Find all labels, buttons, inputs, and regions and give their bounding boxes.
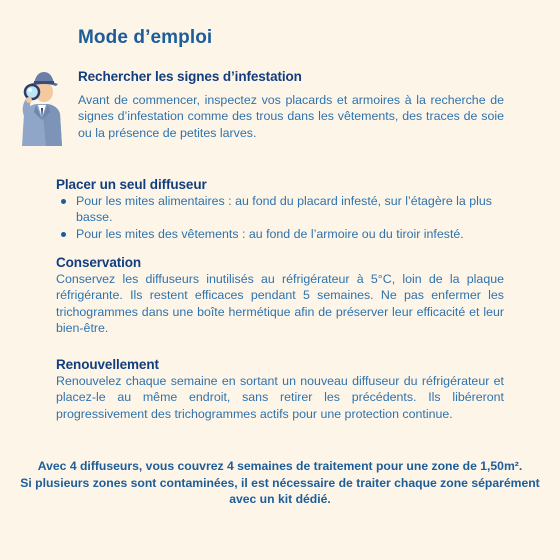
diffuseur-bullet-list xyxy=(56,193,526,242)
footer-note xyxy=(20,458,540,508)
section-text-renouvellement: Renouvelez chaque semaine en sortant un nouveau diffuseur du réfrigérateur et placez-le au même endroit, sans retirer les précédents. Ils libéreront progressivement des trichogrammes actifs pour une protection continue. xyxy=(56,374,504,421)
section-heading-infestation: Rechercher les signes d’infestation xyxy=(78,69,302,84)
section-heading-diffuseur: Placer un seul diffuseur xyxy=(56,177,207,192)
list-item: Pour les mites des vêtements : au fond de l’armoire ou du tiroir infesté. xyxy=(76,226,526,242)
detective-icon xyxy=(14,68,70,146)
list-item: Pour les mites alimentaires : au fond du placard infesté, sur l’étagère la plus basse. xyxy=(76,193,526,226)
section-heading-conservation: Conservation xyxy=(56,255,142,270)
page-title: Mode d’emploi xyxy=(78,27,213,48)
section-text-conservation: Conservez les diffuseurs inutilisés au réfrigérateur à 5°C, loin de la plaque réfrigérante. Ils restent efficaces pendant 5 semaines. Ne pas enfermer les trichogrammes dans une boîte hermétique afin de préserver leur efficacité et leur bien-être. xyxy=(56,272,504,335)
footer-line-2: Si plusieurs zones sont contaminées, il est nécessaire de traiter chaque zone séparément avec un kit dédié. xyxy=(20,475,540,507)
section-heading-renouvellement: Renouvellement xyxy=(56,357,159,372)
section-text-infestation: Avant de commencer, inspectez vos placards et armoires à la recherche de signes d’infestation comme des trous dans les vêtements, des traces de soie ou la présence de petites larves. xyxy=(78,93,504,140)
footer-line-1: Avec 4 diffuseurs, vous couvrez 4 semaines de traitement pour une zone de 1,50m². xyxy=(37,459,523,473)
